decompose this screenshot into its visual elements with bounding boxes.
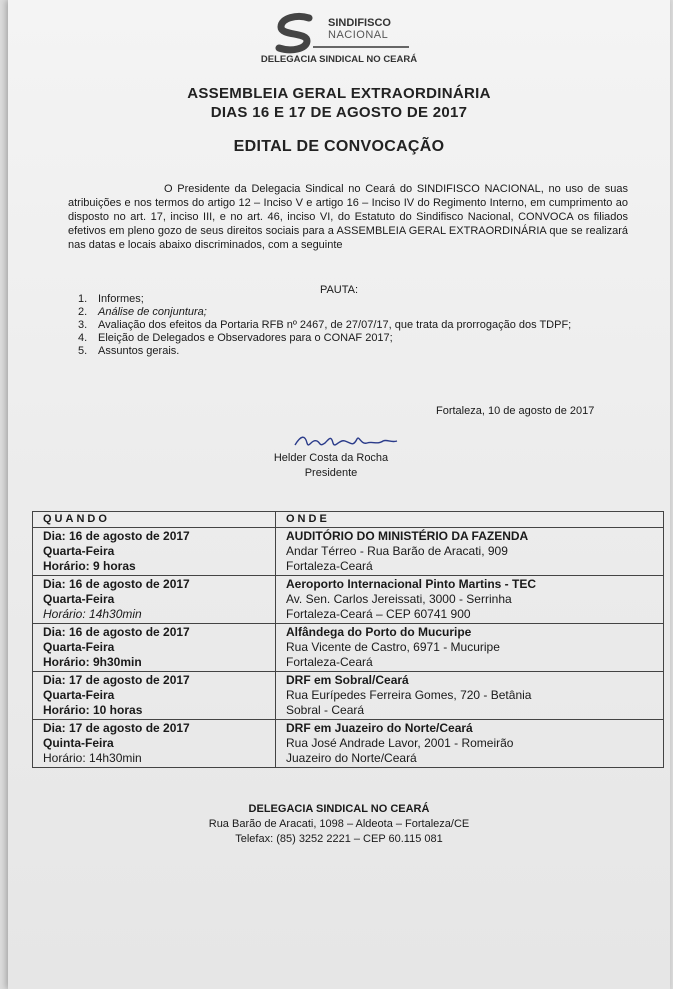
title-line-2: DIAS 16 E 17 DE AGOSTO DE 2017 (210, 104, 468, 121)
list-item: 2. Análise de conjuntura; (78, 306, 207, 318)
title-line-1: ASSEMBLEIA GERAL EXTRAORDINÁRIA (187, 85, 491, 102)
list-item: 5. Assuntos gerais. (78, 345, 180, 357)
table-row (33, 720, 664, 768)
document-page (8, 0, 670, 989)
org-name: SINDIFISCO (328, 17, 391, 29)
pauta-list (78, 293, 638, 358)
where-cell: DRF em Sobral/Ceará Rua Eurípedes Ferreira Gomes, 720 - Betânia Sobral - Ceará (276, 672, 664, 720)
where-cell: AUDITÓRIO DO MINISTÉRIO DA FAZENDA Andar Térreo - Rua Barão de Aracati, 909 Fortaleza-Ceará (276, 528, 664, 576)
paragraph-text: O Presidente da Delegacia Sindical no Ceará do SINDIFISCO NACIONAL, no uso de suas atribuições e nos termos do artigo 12 – Inciso V e artigo 16 – Inciso IV do Regimento Interno, em cumprimento ao disposto no art. 17, inciso III, e no art. 46, inciso VI, do Estatuto do Sindifisco Nacional, CONVOCA os filiados efetivos em pleno gozo de seus direitos sociais para a ASSEMBLEIA GERAL EXTRAORDINÁRIA que se realizará nas datas e locais abaixo discriminados, com a seguinte (68, 183, 628, 251)
where-cell: Aeroporto Internacional Pinto Martins - TEC Av. Sen. Carlos Jereissati, 3000 - Serrinha Fortaleza-Ceará – CEP 60741 900 (276, 576, 664, 624)
place-date: Fortaleza, 10 de agosto de 2017 (436, 405, 595, 417)
where-cell: Alfândega do Porto do Mucuripe Rua Vicente de Castro, 6971 - Mucuripe Fortaleza-Ceará (276, 624, 664, 672)
list-item: 3. Avaliação dos efeitos da Portaria RFB nº 2467, de 27/07/17, que trata da prorrogação dos TDPF; (78, 319, 572, 331)
list-item: 4. Eleição de Delegados e Observadores para o CONAF 2017; (78, 332, 393, 344)
footer-address: Rua Barão de Aracati, 1098 – Aldeota – Fortaleza/CE (208, 818, 470, 830)
edital-title: EDITAL DE CONVOCAÇÃO (233, 138, 445, 155)
when-cell: Dia: 16 de agosto de 2017 Quarta-Feira Horário: 9 horas (33, 528, 276, 576)
column-header-when: QUANDO (33, 512, 276, 528)
signer-role: Presidente (304, 467, 358, 479)
table-row (33, 576, 664, 624)
when-cell: Dia: 16 de agosto de 2017 Quarta-Feira Horário: 9h30min (33, 624, 276, 672)
schedule-table (32, 511, 664, 768)
when-cell: Dia: 17 de agosto de 2017 Quarta-Feira Horário: 10 horas (33, 672, 276, 720)
when-cell: Dia: 17 de agosto de 2017 Quinta-Feira Horário: 14h30min (33, 720, 276, 768)
delegacia-header: DELEGACIA SINDICAL NO CEARÁ (260, 54, 418, 65)
when-cell: Dia: 16 de agosto de 2017 Quarta-Feira Horário: 14h30min (33, 576, 276, 624)
column-header-where: ONDE (276, 512, 664, 528)
where-cell: DRF em Juazeiro do Norte/Ceará Rua José Andrade Lavor, 2001 - Romeirão Juazeiro do Norte/Ceará (276, 720, 664, 768)
footer-org: DELEGACIA SINDICAL NO CEARÁ (248, 803, 430, 815)
table-row (33, 672, 664, 720)
pauta-label: PAUTA: (319, 284, 359, 296)
signer-name: Helder Costa da Rocha (273, 452, 389, 464)
footer-contact: Telefax: (85) 3252 2221 – CEP 60.115 081 (235, 833, 443, 845)
list-item: 1. Informes; (78, 293, 144, 305)
table-header-row (33, 512, 664, 528)
org-name-2: NACIONAL (328, 29, 389, 41)
convocation-paragraph (68, 182, 628, 252)
signature-icon (291, 431, 401, 453)
table-row (33, 528, 664, 576)
table-row (33, 624, 664, 672)
